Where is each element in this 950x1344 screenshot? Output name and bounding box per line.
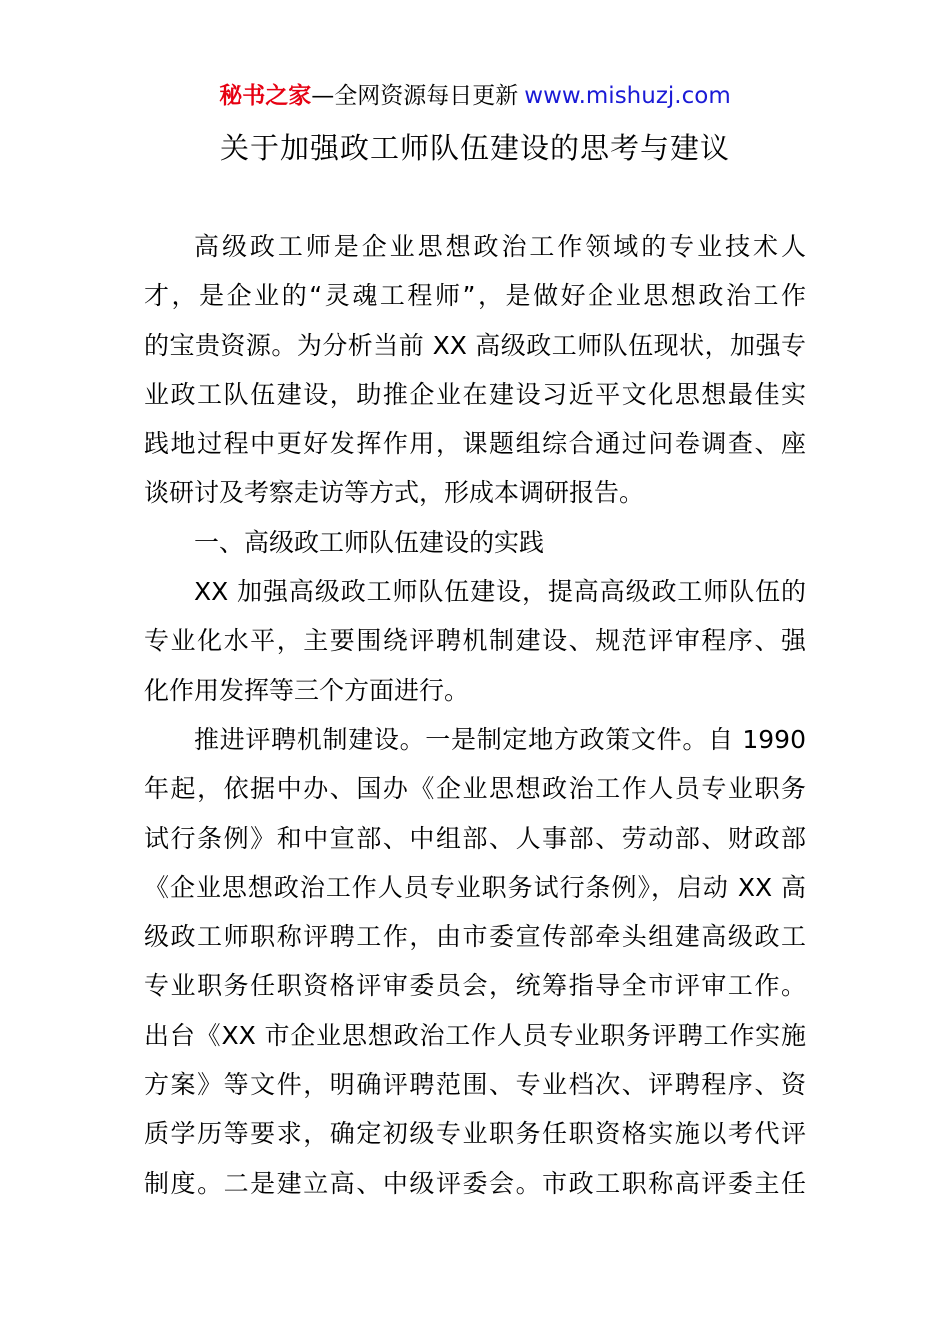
- paragraph-line: 谈研讨及考察走访等方式，形成本调研报告。: [144, 478, 645, 508]
- header-tagline: —全网资源每日更新: [311, 83, 519, 109]
- paragraph-line: 高级政工师是企业思想政治工作领域的专业技术人: [194, 232, 806, 261]
- paragraph-line: 专业化水平，主要围绕评聘机制建设、规范评审程序、强: [144, 626, 806, 656]
- paragraph-line: 化作用发挥等三个方面进行。: [144, 675, 470, 705]
- site-header: [0, 80, 950, 112]
- paragraph-line: 才，是企业的“灵魂工程师”，是做好企业思想政治工作: [144, 281, 806, 311]
- paragraph-line: 级政工师职称评聘工作，由市委宣传部牵头组建高级政工: [144, 922, 806, 952]
- brand-name: 秘书之家: [219, 83, 312, 109]
- paragraph-line: 年起，依据中办、国办《企业思想政治工作人员专业职务: [144, 774, 806, 804]
- document-body: [144, 222, 806, 1208]
- paragraph-line: 出台《XX 市企业思想政治工作人员专业职务评聘工作实施: [144, 1020, 806, 1050]
- paragraph-line: 的宝贵资源。为分析当前 XX 高级政工师队伍现状，加强专: [144, 330, 806, 360]
- paragraph-line: 《企业思想政治工作人员专业职务试行条例》，启动 XX 高: [144, 872, 806, 902]
- paragraph-line: 践地过程中更好发挥作用，课题组综合通过问卷调查、座: [144, 429, 806, 459]
- section-heading: 一、高级政工师队伍建设的实践: [194, 527, 545, 557]
- site-url-link[interactable]: www.mishuzj.com: [524, 83, 731, 109]
- paragraph-line: 专业职务任职资格评审委员会，统筹指导全市评审工作。: [144, 971, 806, 1001]
- paragraph-line: 推进评聘机制建设。一是制定地方政策文件。自 1990: [194, 724, 806, 754]
- paragraph-line: 制度。二是建立高、中级评委会。市政工职称高评委主任: [144, 1168, 806, 1198]
- paragraph-line: 方案》等文件，明确评聘范围、专业档次、评聘程序、资: [144, 1070, 806, 1100]
- document-title: 关于加强政工师队伍建设的思考与建议: [219, 131, 730, 165]
- paragraph-line: 试行条例》和中宣部、中组部、人事部、劳动部、财政部: [144, 823, 806, 853]
- paragraph-line: XX 加强高级政工师队伍建设，提高高级政工师队伍的: [194, 577, 806, 607]
- paragraph-line: 质学历等要求，确定初级专业职务任职资格实施以考代评: [144, 1119, 806, 1149]
- paragraph-line: 业政工队伍建设，助推企业在建设习近平文化思想最佳实: [144, 379, 806, 409]
